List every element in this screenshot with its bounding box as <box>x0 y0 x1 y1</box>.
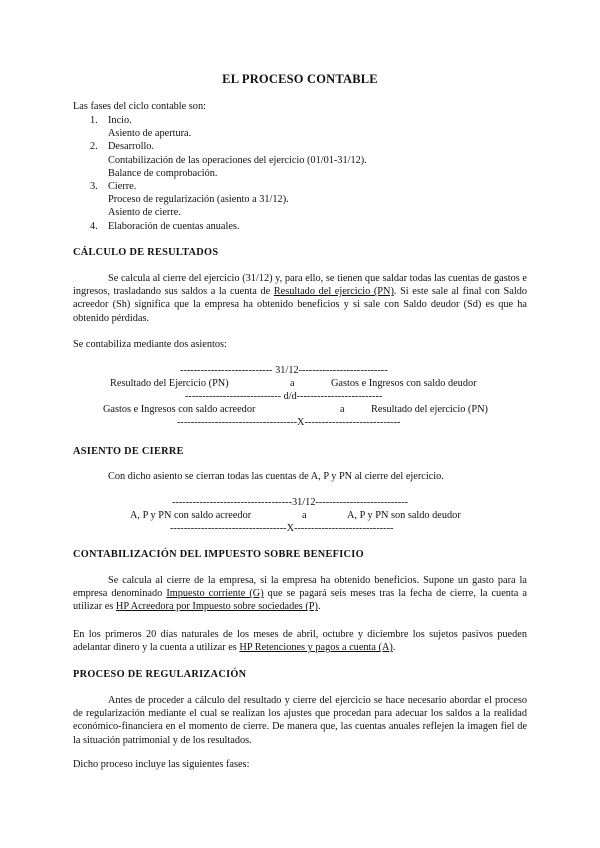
entry2-credit-account: Resultado del ejercicio (PN) <box>371 404 488 415</box>
entry1-credit-account: Gastos e Ingresos con saldo deudor <box>331 378 477 389</box>
entry1-header: --------------------------- 31/12-------------------------- <box>180 365 388 376</box>
phase-line: Asiento de apertura. <box>108 128 192 140</box>
impuesto-p2-text-a: En los primeros 20 días naturales de los meses de abril, octubre y diciembre los sujetos pasivos pueden adelantar dinero y la cuenta a utilizar es <box>73 629 527 654</box>
phase-line: Asiento de cierre. <box>108 207 181 219</box>
phases-list <box>73 114 527 233</box>
calculo-text-b: . Si este sale al final con Saldo acreedor (Sh) significa que la empresa ha obtenido beneficios y si sale con Saldo deudor (Sd) es que ha obtenido pérdidas. <box>73 286 527 324</box>
section-heading-calculo: CÁLCULO DE RESULTADOS <box>73 247 219 258</box>
impuesto-paragraph-1 <box>73 574 527 614</box>
intro-text: Las fases del ciclo contable son: <box>73 101 206 112</box>
impuesto-paragraph-2 <box>73 628 527 654</box>
section-heading-impuesto: CONTABILIZACIÓN DEL IMPUESTO SOBRE BENEFICIO <box>73 549 364 560</box>
entries-footer: -----------------------------------X---------------------------- <box>177 417 401 428</box>
phase-line: Balance de comprobación. <box>108 167 218 179</box>
section-heading-regularizacion: PROCESO DE REGULARIZACIÓN <box>73 669 247 680</box>
calculo-paragraph <box>73 272 527 325</box>
phase-number: 2. <box>90 141 98 153</box>
entry2-debit-account: Gastos e Ingresos con saldo acreedor <box>103 404 256 415</box>
hp-acreedora-account: HP Acreedora por Impuesto sobre sociedades (P) <box>115 601 318 613</box>
impuesto-text-a: Se calcula al cierre de la empresa, si la empresa ha obtenido beneficios. Supone un gasto para la empresa denominado <box>73 575 527 600</box>
resultado-ejercicio-account: Resultado del ejercicio (PN) <box>273 286 394 298</box>
impuesto-corriente-account: Impuesto corriente (G) <box>166 588 264 600</box>
phase-number: 3. <box>90 181 98 193</box>
cierre-entry-footer: ----------------------------------X----------------------------- <box>170 523 394 534</box>
impuesto-text-c: . <box>317 601 321 613</box>
entry2-header: ---------------------------- d/d------------------------- <box>185 391 383 402</box>
impuesto-p2-text-b: . <box>392 642 396 654</box>
page-title: EL PROCESO CONTABLE <box>222 72 378 86</box>
cierre-credit-account: A, P y PN son saldo deudor <box>347 510 461 521</box>
section-heading-cierre: ASIENTO DE CIERRE <box>73 446 184 457</box>
phase-line: Incio. <box>108 115 132 126</box>
phase-number: 4. <box>90 220 98 232</box>
phase-line: Cierre. <box>108 181 137 193</box>
phase-item <box>73 180 527 220</box>
phase-line: Desarrollo. <box>108 141 155 153</box>
phase-line: Contabilización de las operaciones del ejercicio (01/01-31/12). <box>108 154 367 166</box>
phase-line: Proceso de regularización (asiento a 31/12). <box>108 194 289 206</box>
regularizacion-paragraph: Antes de proceder a cálculo del resultado y cierre del ejercicio se hace necesario abordar el proceso de regularización mediante el cual se realizan los ajustes que procedan para adecuar los saldos a la realidad económico-financiera en el momento de cierre. De manera que, las cuentas anuales reflejen la imagen fiel de la situación patrimonial y de los resultados. <box>73 695 527 746</box>
entry1-debit-account: Resultado del Ejercicio (PN) <box>110 378 229 389</box>
phase-line: Elaboración de cuentas anuales. <box>108 220 240 232</box>
entry1-a: a <box>290 378 295 389</box>
cierre-debit-account: A, P y PN con saldo acreedor <box>130 510 252 521</box>
phase-item <box>73 220 527 233</box>
impuesto-text-b: que se pagará seis meses tras la fecha de cierre, la cuenta a utilizar es <box>73 588 527 613</box>
entry2-a: a <box>340 404 345 415</box>
regularizacion-fases-intro: Dicho proceso incluye las siguientes fases: <box>73 759 250 770</box>
phase-item <box>73 114 527 140</box>
phase-item <box>73 140 527 180</box>
hp-retenciones-account: HP Retenciones y pagos a cuenta (A) <box>239 642 393 654</box>
calculo-asientos-intro: Se contabiliza mediante dos asientos: <box>73 339 227 350</box>
calculo-text-a: Se calcula al cierre del ejercicio (31/12) y, para ello, se tienen que saldar todas las cuentas de gastos e ingresos, trasladando sus saldos a la cuenta de <box>73 273 527 298</box>
cierre-entry-header: -----------------------------------31/12--------------------------- <box>172 497 409 508</box>
cierre-a: a <box>302 510 307 521</box>
cierre-paragraph: Con dicho asiento se cierran todas las cuentas de A, P y PN al cierre del ejercicio. <box>108 471 444 482</box>
phase-number: 1. <box>90 115 98 126</box>
